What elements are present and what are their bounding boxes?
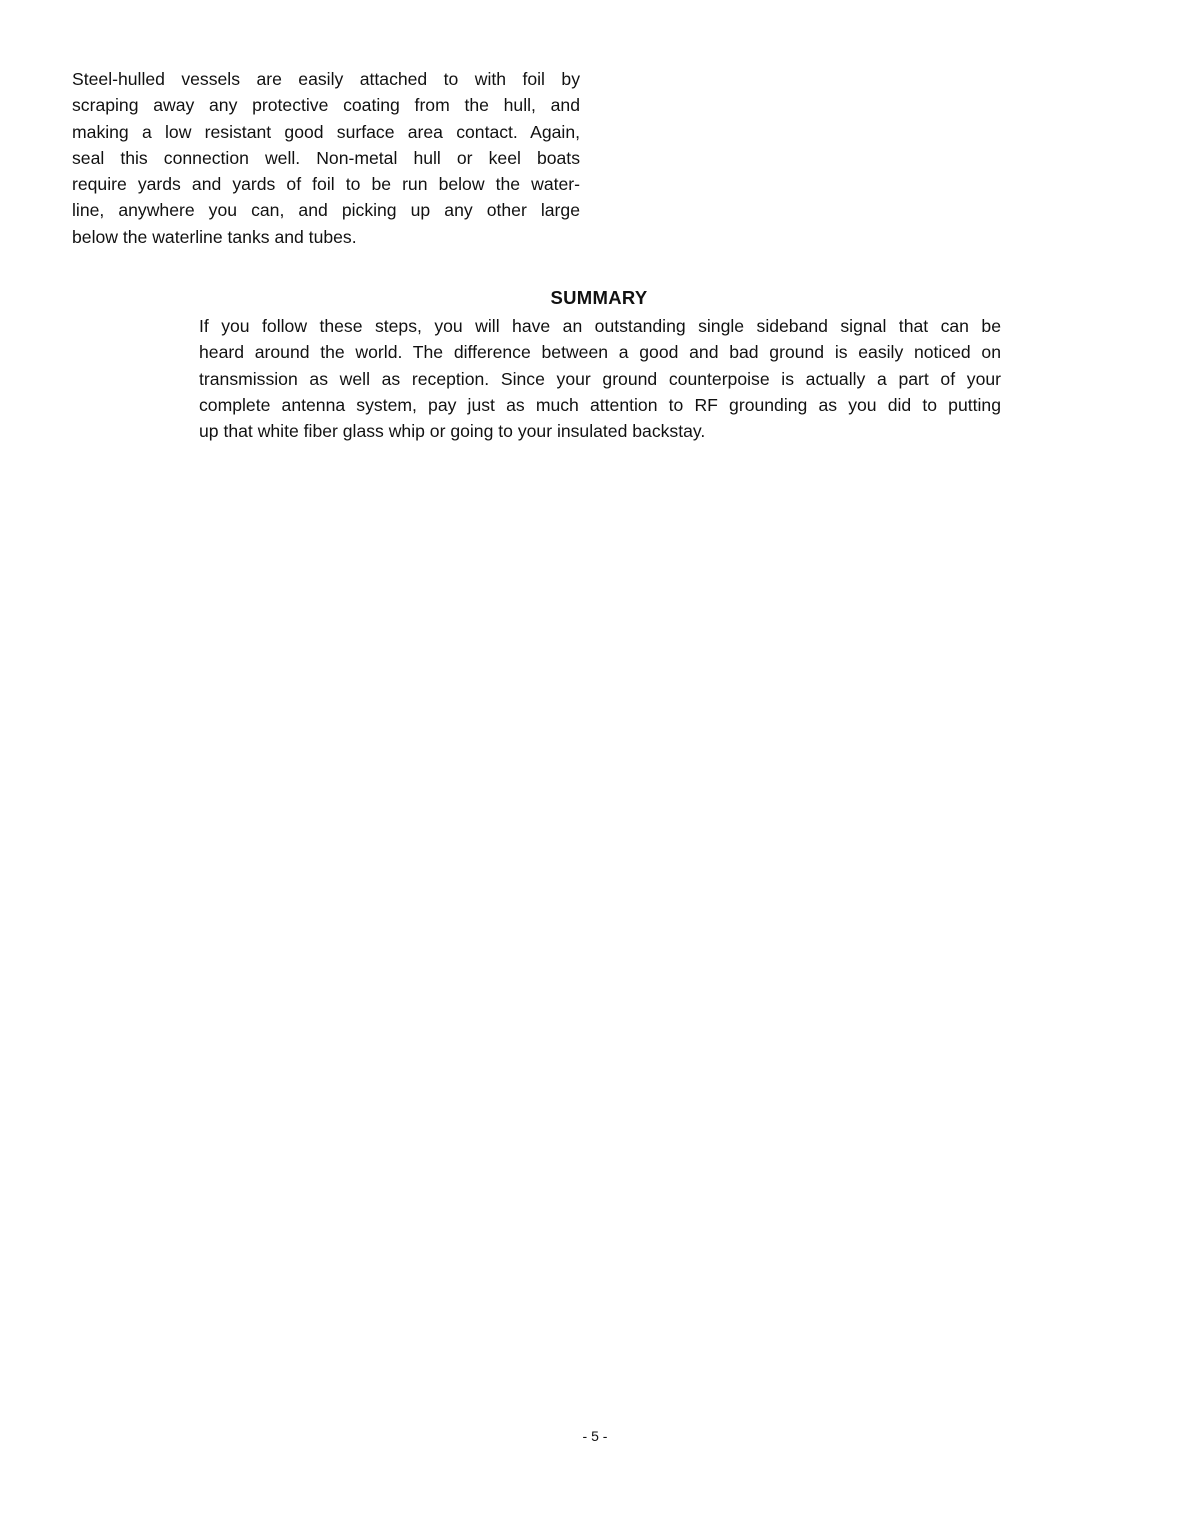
summary-line: transmission as well as reception. Since your ground counterpoise is actually a part of your bbox=[199, 368, 1001, 389]
steel-hull-paragraph bbox=[72, 66, 580, 250]
paragraph-line: making a low resistant good surface area contact. Again, bbox=[72, 121, 580, 142]
paragraph-line: require yards and yards of foil to be run below the water- bbox=[72, 174, 580, 195]
summary-line: complete antenna system, pay just as much attention to RF grounding as you did to putting bbox=[199, 394, 1001, 415]
summary-paragraph bbox=[199, 313, 1001, 444]
summary-heading: SUMMARY bbox=[550, 287, 648, 308]
paragraph-line: line, anywhere you can, and picking up any other large bbox=[72, 200, 580, 221]
page-number: - 5 - bbox=[582, 1428, 608, 1444]
paragraph-line: Steel-hulled vessels are easily attached to with foil by bbox=[72, 69, 580, 89]
paragraph-line: seal this connection well. Non-metal hull or keel boats bbox=[72, 147, 580, 168]
paragraph-line: scraping away any protective coating from the hull, and bbox=[72, 95, 580, 116]
paragraph-line: below the waterline tanks and tubes. bbox=[72, 226, 357, 247]
summary-line: up that white fiber glass whip or going to your insulated backstay. bbox=[199, 421, 706, 442]
summary-line: If you follow these steps, you will have an outstanding single sideband signal that can be bbox=[199, 316, 1001, 336]
summary-line: heard around the world. The difference between a good and bad ground is easily noticed on bbox=[199, 342, 1001, 363]
